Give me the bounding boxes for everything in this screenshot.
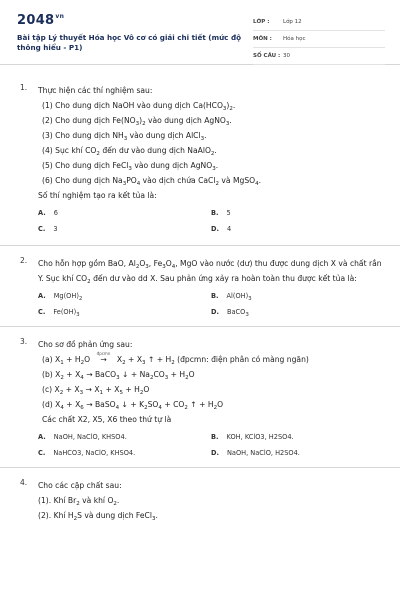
pair-2: (2). Khí $H_2S$ và dung dịch FeCl$_3$. [38, 511, 158, 522]
option-d[interactable]: D. 4 [211, 225, 232, 233]
site-logo[interactable]: $2048^{vn}$ [17, 13, 65, 28]
electrolysis-arrow: đpcmn → [96, 351, 111, 364]
question-number: 4. [20, 478, 28, 487]
option-b[interactable]: B. 5 [211, 209, 231, 217]
option-b[interactable]: B. $Al(OH)_3$ [211, 292, 252, 302]
reaction-a: (a) $X_1 + H_2O$ đpcmn → $X_2 + X_3$ ↑ + $H_2$ (đpcmn: điện phân có màng ngăn) [42, 351, 309, 366]
option-a[interactable]: A. NaOH, NaClO, KHSO4. [38, 433, 127, 441]
option-b[interactable]: B. KOH, KClO3, H2SO4. [211, 433, 294, 441]
question-stem: Cho hỗn hợp gồm BaO, $Al_2O_3$, $Fe_3O_4$, MgO vào nước (dư) thu được dung dịch X và chất rắn Y. Sục khí $CO_2$ đến dư vào dd X. Sau phản ứng xảy ra hoàn toàn thu được kết tủa là: [38, 259, 382, 285]
option-a[interactable]: A. $Mg(OH)_2$ [38, 292, 83, 302]
experiment-5: (5) Cho dung dịch FeCl$_3$ vào dung dịch AgNO$_3$. [42, 161, 219, 172]
meta-row-class: LỚP : Lớp 12 [253, 14, 385, 31]
option-c[interactable]: C. $Fe(OH)_3$ [38, 308, 80, 318]
option-a[interactable]: A. 6 [38, 209, 58, 217]
reaction-c: (c) $X_2 + X_3 \to X_1 + X_5 + H_2O$ [42, 385, 150, 396]
question-ask: Số thí nghiệm tạo ra kết tủa là: [38, 191, 157, 200]
option-c[interactable]: C. 3 [38, 225, 58, 233]
question-number: 1. [20, 83, 28, 92]
meta-table [253, 14, 385, 65]
experiment-3: (3) Cho dung dịch $NH_3$ vào dung dịch AlCl$_3$. [42, 131, 207, 142]
question-stem: Thực hiện các thí nghiệm sau: [38, 86, 153, 95]
option-c[interactable]: C. NaHCO3, NaClO, KHSO4. [38, 449, 136, 457]
pair-1: (1). Khí $Br_2$ và khí $O_2$. [38, 496, 120, 507]
question-2 [0, 246, 400, 327]
question-stem: Cho các cặp chất sau: [38, 481, 122, 490]
document-title: Bài tập Lý thuyết Hóa học Vô cơ có giải chi tiết (mức độ thông hiểu - P1) [17, 33, 242, 52]
meta-row-subject: MÔN : Hóa học [253, 31, 385, 48]
answer-options [38, 292, 384, 316]
experiment-1: (1) Cho dung dịch NaOH vào dung dịch $Ca(HCO_3)_2$. [42, 101, 236, 112]
experiment-6: (6) Cho dung dịch $Na_3PO_4$ vào dịch chứa CaCl$_2$ và MgSO$_4$. [42, 176, 262, 187]
meta-row-count: SỐ CÂU : 30 [253, 48, 385, 65]
question-number: 3. [20, 337, 28, 346]
answer-options [38, 209, 384, 233]
reaction-d: (d) $X_4 + X_6$ → BaSO$_4$ ↓ + $K_2SO_4 + CO_2$ ↑ + $H_2O$ [42, 400, 224, 411]
option-d[interactable]: D. BaCO$_3$ [211, 308, 249, 318]
question-4 [0, 468, 400, 523]
question-3 [0, 327, 400, 468]
experiment-4: (4) Sục khí $CO_2$ đến dư vào dung dịch NaAlO$_2$. [42, 146, 217, 157]
question-1 [0, 65, 400, 246]
option-d[interactable]: D. NaOH, NaClO, H2SO4. [211, 449, 300, 457]
page-header [0, 0, 400, 65]
reaction-b: (b) $X_2 + X_4$ → BaCO$_3$ ↓ + $Na_2CO_3 + H_2O$ [42, 370, 195, 381]
question-stem: Cho sơ đồ phản ứng sau: [38, 340, 133, 349]
question-number: 2. [20, 256, 28, 265]
question-ask: Các chất X2, X5, X6 theo thứ tự là [42, 415, 172, 424]
experiment-2: (2) Cho dung dịch $Fe(NO_3)_2$ vào dung dịch AgNO$_3$. [42, 116, 232, 127]
answer-options [38, 433, 384, 457]
